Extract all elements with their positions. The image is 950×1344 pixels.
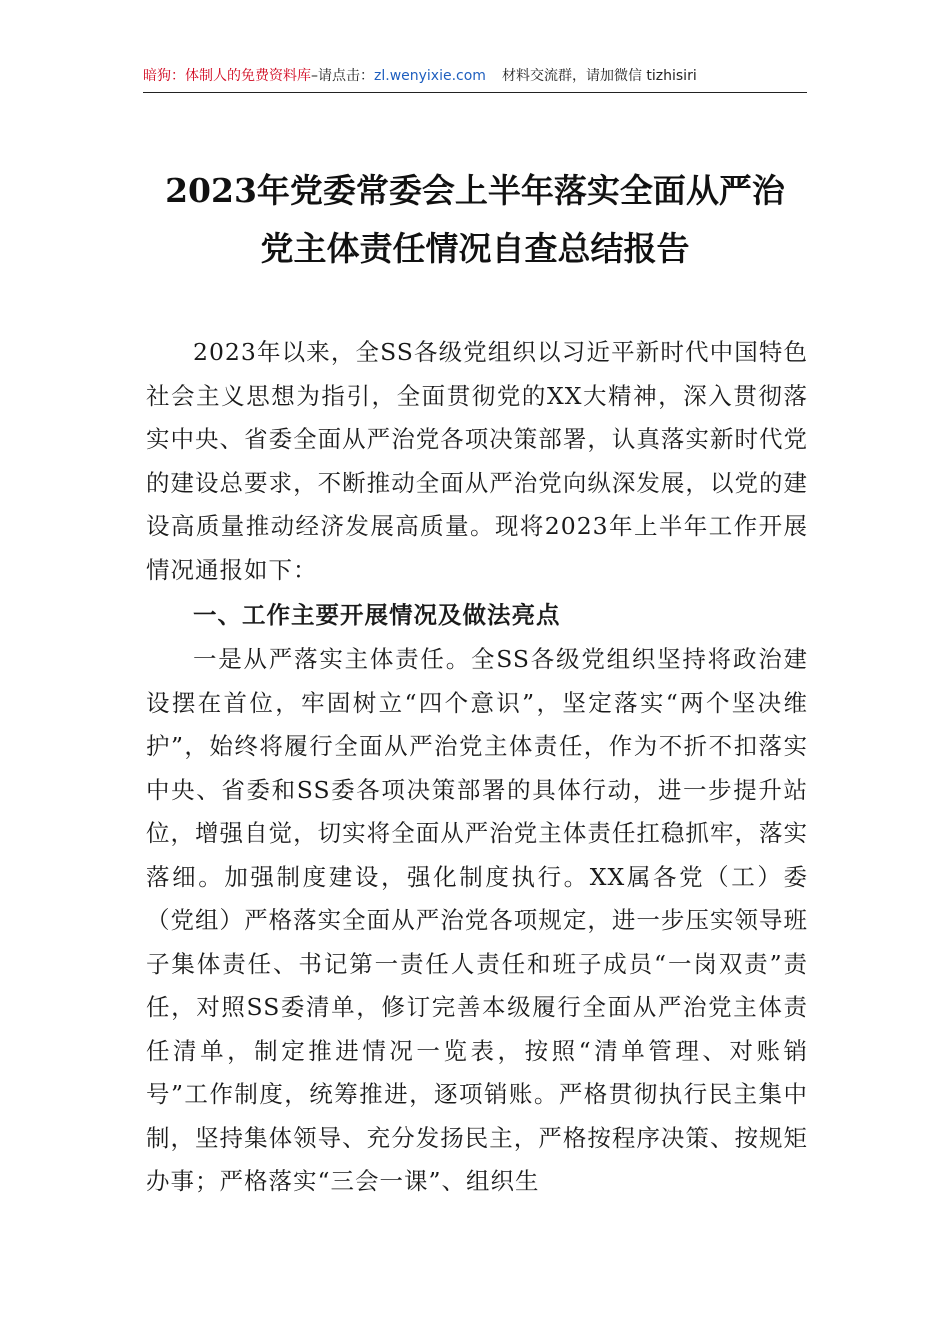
header-wechat-note: 材料交流群，请加微信 tizhisiri (501, 68, 697, 84)
section-1-heading: 一、工作主要开展情况及做法亮点 (193, 601, 561, 629)
intro-paragraph: 2023年以来，全SS各级党组织以习近平新时代中国特色社会主义思想为指引，全面贯彻党的XX大精神，深入贯彻落实中央、省委全面从严治党各项决策部署，认真落实新时代党的建设总要求，不断推动全面从严治党向纵深发展，以党的建设高质量推动经济发展高质量。现将2023年上半年工作开展情况通报如下： (146, 338, 808, 584)
header-click-prompt: –请点击： (311, 68, 374, 84)
document-header-banner (143, 62, 807, 93)
title-line-1: 2023年党委常委会上半年落实全面从严治 (165, 171, 785, 210)
header-promo-text: 暗狗：体制人的免费资料库 (143, 68, 311, 84)
header-site-link[interactable]: zl.wenyixie.com (374, 68, 486, 84)
document-body (146, 331, 808, 1204)
section-1-paragraph-1: 一是从严落实主体责任。全SS各级党组织坚持将政治建设摆在首位，牢固树立“四个意识”，坚定落实“两个坚决维护”，始终将履行全面从严治党主体责任，作为不折不扣落实中央、省委和SS委各项决策部署的具体行动，进一步提升站位，增强自觉，切实将全面从严治党主体责任扛稳抓牢，落实落细。加强制度建设，强化制度执行。XX属各党（工）委（党组）严格落实全面从严治党各项规定，进一步压实领导班子集体责任、书记第一责任人责任和班子成员“一岗双责”责任，对照SS委清单，修订完善本级履行全面从严治党主体责任清单，制定推进情况一览表，按照“清单管理、对账销号”工作制度，统筹推进，逐项销账。严格贯彻执行民主集中制，坚持集体领导、充分发扬民主，严格按程序决策、按规矩办事；严格落实“三会一课”、组织生 (146, 645, 808, 1195)
title-line-2: 党主体责任情况自查总结报告 (260, 229, 690, 268)
document-title (0, 162, 950, 278)
